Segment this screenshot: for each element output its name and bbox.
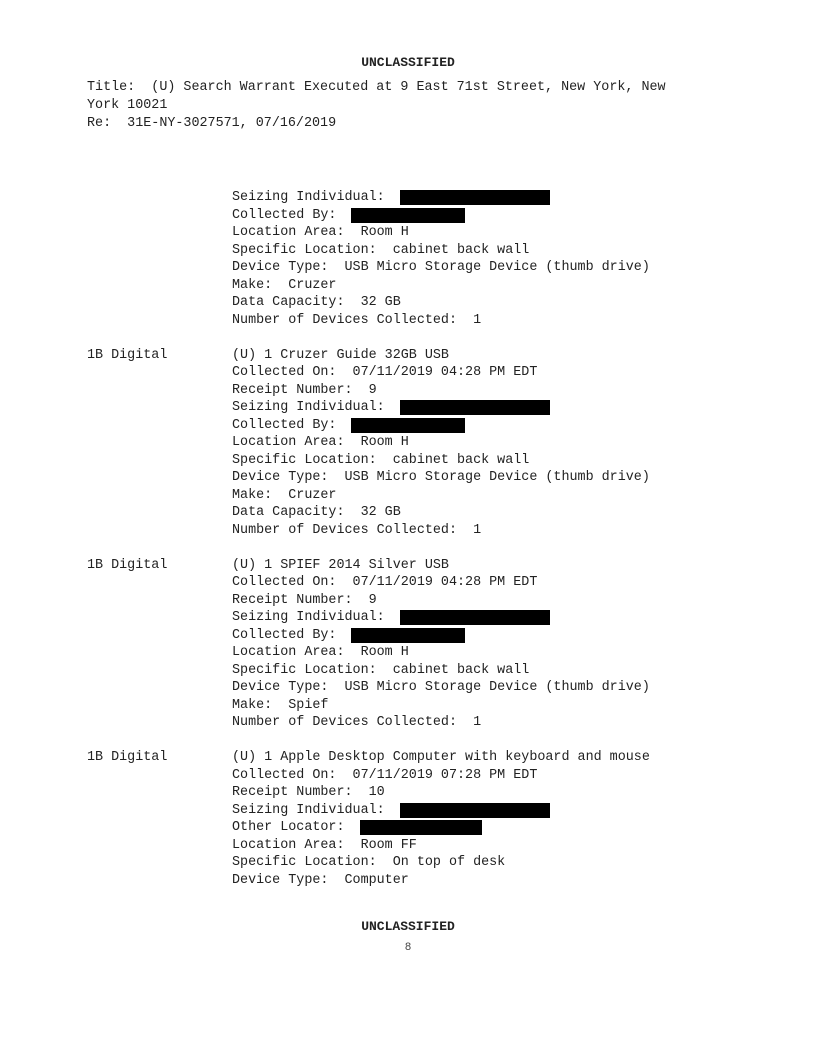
field-label: Collected By: (232, 417, 337, 433)
field-label: Collected By: (232, 627, 337, 643)
title-line-1: Title: (U) Search Warrant Executed at 9 East 71st Street, New York, New (87, 80, 666, 95)
data-capacity: Data Capacity: 32 GB (232, 505, 401, 520)
field-label: Seizing Individual: (232, 190, 385, 205)
classification-marking-top: UNCLASSIFIED (361, 55, 455, 70)
item-category: 1B Digital (87, 347, 168, 363)
evidence-list (87, 189, 747, 889)
receipt-number: Receipt Number: 9 (232, 592, 377, 608)
collected-on: Collected On: 07/11/2019 04:28 PM EDT (232, 575, 538, 590)
item-description: (U) 1 Apple Desktop Computer with keyboard and mouse (232, 750, 650, 765)
seizing-individual-row (232, 399, 747, 417)
make: Make: Cruzer (232, 277, 337, 293)
receipt-number: Receipt Number: 10 (232, 785, 385, 800)
device-type: Device Type: USB Micro Storage Device (thumb drive) (232, 680, 650, 695)
page-number: 8 (404, 942, 412, 954)
item-description: (U) 1 SPIEF 2014 Silver USB (232, 557, 449, 573)
number-of-devices: Number of Devices Collected: 1 (232, 715, 482, 730)
data-capacity: Data Capacity: 32 GB (232, 295, 401, 310)
item-description: (U) 1 Cruzer Guide 32GB USB (232, 347, 449, 363)
redaction-box (351, 418, 465, 433)
collected-on: Collected On: 07/11/2019 07:28 PM EDT (232, 767, 538, 783)
location-area: Location Area: Room H (232, 225, 409, 240)
redaction-box (360, 820, 482, 835)
make: Make: Spief (232, 697, 329, 713)
title-line-2: York 10021 (87, 98, 168, 113)
device-type: Device Type: USB Micro Storage Device (thumb drive) (232, 470, 650, 485)
other-locator-row (232, 819, 747, 837)
document-header (87, 79, 737, 133)
redaction-box (400, 190, 550, 205)
field-label: Seizing Individual: (232, 610, 385, 625)
device-type: Device Type: Computer (232, 872, 409, 888)
classification-marking-bottom: UNCLASSIFIED (361, 919, 455, 934)
seizing-individual-row (232, 802, 747, 820)
make: Make: Cruzer (232, 487, 337, 503)
collected-by-row (232, 627, 747, 645)
specific-location: Specific Location: cabinet back wall (232, 452, 530, 468)
collected-by-row (232, 417, 747, 435)
evidence-item-continued (87, 189, 747, 329)
re-line: Re: 31E-NY-3027571, 07/16/2019 (87, 116, 337, 131)
field-label: Seizing Individual: (232, 802, 385, 818)
item-category: 1B Digital (87, 750, 168, 765)
location-area: Location Area: Room H (232, 645, 409, 660)
seizing-individual-row (232, 609, 747, 627)
redaction-box (351, 628, 465, 643)
specific-location: Specific Location: cabinet back wall (232, 242, 530, 258)
evidence-item (87, 557, 747, 732)
specific-location: Specific Location: cabinet back wall (232, 662, 530, 678)
collected-by-row (232, 207, 747, 225)
field-label: Seizing Individual: (232, 400, 385, 415)
location-area: Location Area: Room H (232, 435, 409, 450)
redaction-box (351, 208, 465, 223)
field-label: Other Locator: (232, 820, 345, 835)
receipt-number: Receipt Number: 9 (232, 382, 377, 398)
number-of-devices: Number of Devices Collected: 1 (232, 522, 482, 538)
redaction-box (400, 803, 550, 818)
evidence-item (87, 347, 747, 540)
number-of-devices: Number of Devices Collected: 1 (232, 312, 482, 328)
seizing-individual-row (232, 189, 747, 207)
redaction-box (400, 400, 550, 415)
device-type: Device Type: USB Micro Storage Device (thumb drive) (232, 260, 650, 275)
field-label: Collected By: (232, 207, 337, 223)
evidence-item (87, 749, 747, 889)
redaction-box (400, 610, 550, 625)
location-area: Location Area: Room FF (232, 837, 417, 853)
specific-location: Specific Location: On top of desk (232, 855, 506, 870)
collected-on: Collected On: 07/11/2019 04:28 PM EDT (232, 365, 538, 380)
item-category: 1B Digital (87, 557, 168, 573)
